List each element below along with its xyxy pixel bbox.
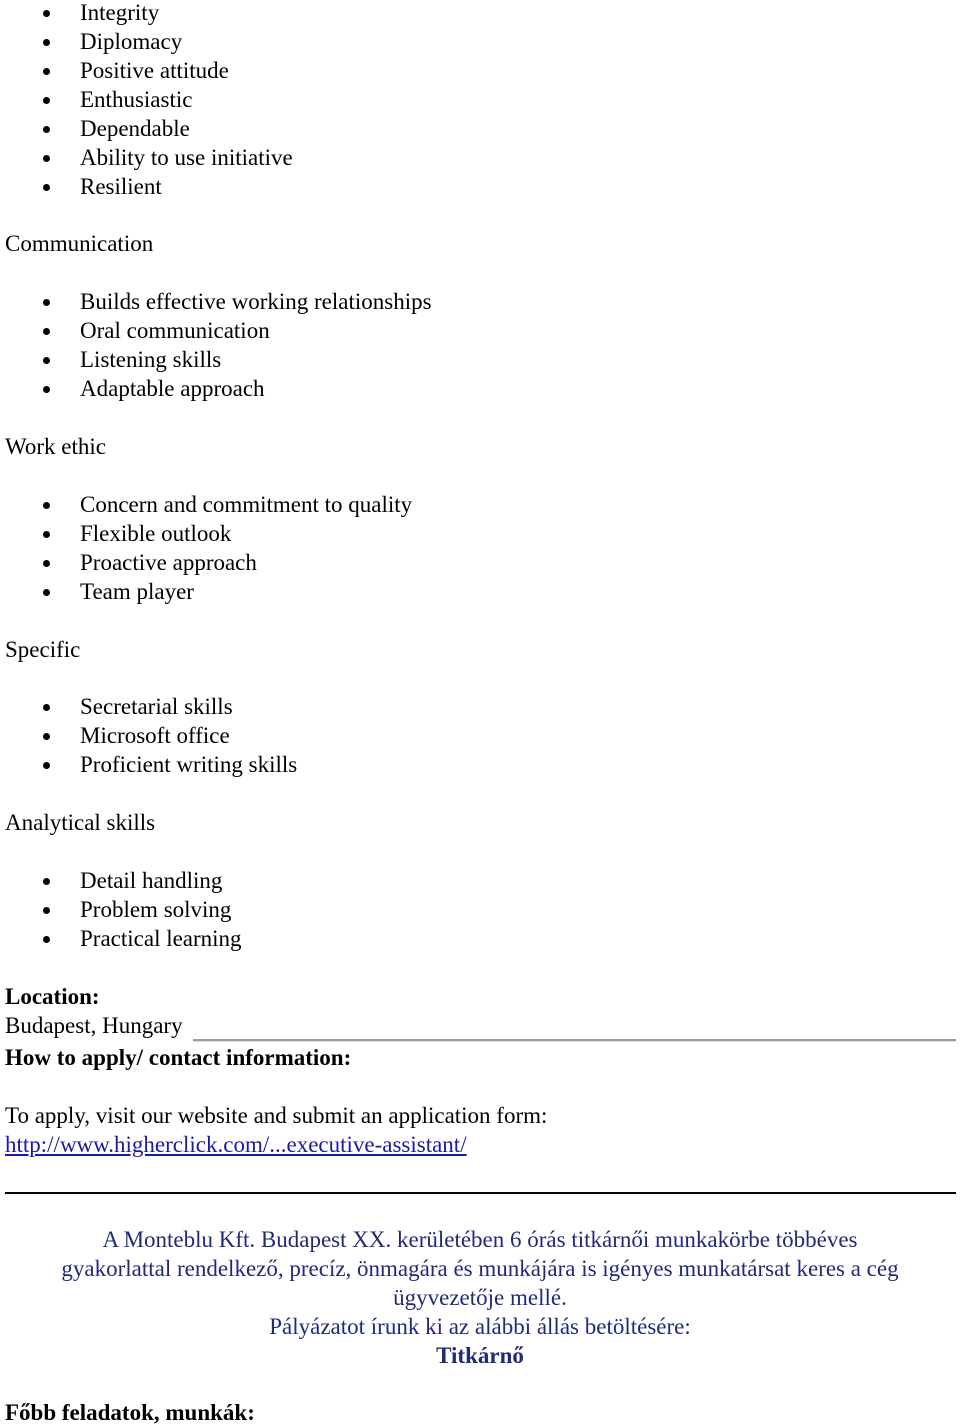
list-item: Ability to use initiative	[0, 143, 293, 172]
job-title: Titkárnő	[436, 1343, 524, 1368]
list-item: Secretarial skills	[0, 692, 297, 721]
list-item: Dependable	[0, 114, 293, 143]
analytical-list	[0, 866, 242, 953]
apply-heading: How to apply/ contact information:	[5, 1045, 352, 1070]
list-item: Adaptable approach	[0, 374, 432, 403]
location-value: Budapest, Hungary	[5, 1013, 183, 1038]
list-item: Builds effective working relationships	[0, 287, 432, 316]
location-label: Location:	[5, 984, 100, 1009]
list-item: Proficient writing skills	[0, 750, 297, 779]
tasks-heading: Főbb feladatok, munkák:	[5, 1400, 255, 1425]
list-item: Proactive approach	[0, 548, 412, 577]
communication-heading: Communication	[5, 231, 154, 256]
list-item: Listening skills	[0, 345, 432, 374]
job-intro-line: gyakorlattal rendelkező, precíz, önmagára és munkájára is igényes munkatársat keres a cég	[61, 1256, 899, 1281]
specific-list	[0, 692, 297, 779]
section-divider	[5, 1192, 956, 1194]
list-item: Resilient	[0, 172, 293, 201]
list-item: Diplomacy	[0, 27, 293, 56]
job-intro-line: ügyvezetője mellé.	[393, 1285, 567, 1310]
job-intro-line: Pályázatot írunk ki az alábbi állás betöltésére:	[269, 1314, 691, 1339]
list-item: Practical learning	[0, 924, 242, 953]
section-divider	[193, 1039, 956, 1042]
analytical-heading: Analytical skills	[5, 810, 156, 835]
specific-heading: Specific	[5, 637, 81, 662]
list-item: Detail handling	[0, 866, 242, 895]
list-item: Problem solving	[0, 895, 242, 924]
list-item: Team player	[0, 577, 412, 606]
communication-list	[0, 287, 432, 403]
work-ethic-heading: Work ethic	[5, 434, 106, 459]
list-item: Positive attitude	[0, 56, 293, 85]
work-ethic-list	[0, 490, 412, 606]
personal-qualities-list	[0, 0, 293, 201]
job-intro-line: A Monteblu Kft. Budapest XX. kerületében 6 órás titkárnői munkakörbe többéves	[102, 1227, 858, 1252]
apply-link[interactable]: http://www.higherclick.com/...executive-assistant/	[5, 1132, 467, 1157]
list-item: Oral communication	[0, 316, 432, 345]
list-item: Enthusiastic	[0, 85, 293, 114]
list-item: Concern and commitment to quality	[0, 490, 412, 519]
list-item: Microsoft office	[0, 721, 297, 750]
apply-text: To apply, visit our website and submit an application form:	[5, 1103, 548, 1128]
list-item: Integrity	[0, 0, 293, 27]
list-item: Flexible outlook	[0, 519, 412, 548]
